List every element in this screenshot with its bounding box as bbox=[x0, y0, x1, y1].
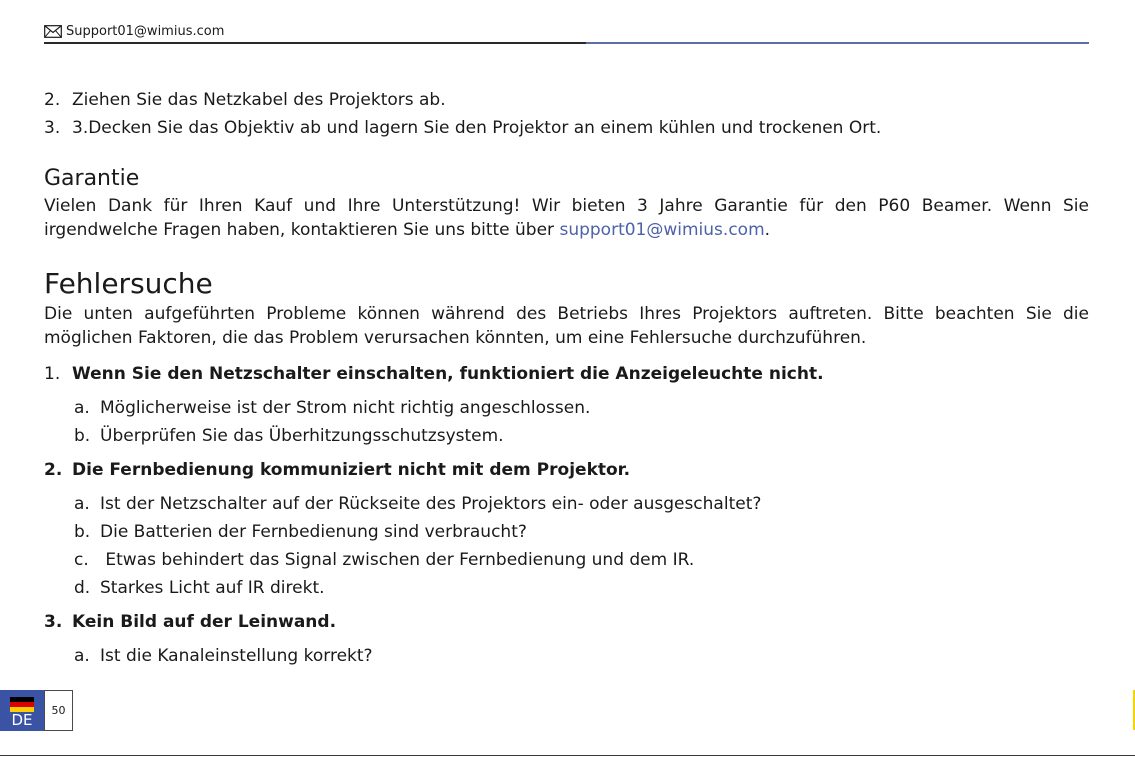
german-flag-icon bbox=[10, 697, 34, 712]
list-item: b. Überprüfen Sie das Überhitzungsschutzsystem. bbox=[74, 426, 504, 446]
language-badge bbox=[0, 690, 44, 731]
list-item: a. Ist der Netzschalter auf der Rückseite des Projektors ein- oder ausgeschaltet? bbox=[74, 494, 762, 514]
problem-title: 2. Die Fernbedienung kommuniziert nicht mit dem Projektor. bbox=[44, 460, 631, 480]
troubleshooting-heading: Fehlersuche bbox=[44, 267, 213, 300]
problem-title: 3. Kein Bild auf der Leinwand. bbox=[44, 612, 337, 632]
problem-title: 1. Wenn Sie den Netzschalter einschalten, funktioniert die Anzeigeleuchte nicht. bbox=[44, 364, 824, 384]
troubleshooting-intro: Die unten aufgeführten Probleme können während des Betriebs Ihres Projektors auftreten. Bitte beachten Sie die möglichen Faktoren, die das Problem verursachen könnten, um eine Fehlersuche durchzuführen. bbox=[44, 304, 1089, 348]
list-item: d. Starkes Licht auf IR direkt. bbox=[74, 578, 325, 598]
envelope-icon bbox=[44, 25, 62, 38]
language-code: DE bbox=[11, 711, 33, 729]
list-item: b. Die Batterien der Fernbedienung sind verbraucht? bbox=[74, 522, 527, 542]
page-header bbox=[44, 24, 224, 39]
warranty-heading: Garantie bbox=[44, 166, 140, 191]
problem-items bbox=[44, 394, 1089, 450]
page-content bbox=[44, 86, 1089, 670]
footer-rule bbox=[0, 755, 1135, 756]
step-item: 3. 3.Decken Sie das Objektiv ab und lagern Sie den Projektor an einem kühlen und trockenen Ort. bbox=[44, 118, 882, 138]
support-email[interactable]: Support01@wimius.com bbox=[66, 24, 225, 39]
list-item: a. Möglicherweise ist der Strom nicht richtig angeschlossen. bbox=[74, 398, 591, 418]
header-rule-blue bbox=[586, 42, 1089, 44]
step-item: 2. Ziehen Sie das Netzkabel des Projektors ab. bbox=[44, 90, 446, 110]
list-item: c. Etwas behindert das Signal zwischen der Fernbedienung und dem IR. bbox=[74, 550, 695, 570]
problem-items bbox=[44, 642, 1089, 670]
warranty-text: Vielen Dank für Ihren Kauf und Ihre Unterstützung! Wir bieten 3 Jahre Garantie für den P60 Beamer. Wenn Sie irgendwelche Fragen haben, kontaktieren Sie uns bitte über support01@wimius.com. bbox=[44, 196, 1089, 240]
problem-items bbox=[44, 490, 1089, 602]
page-number: 50 bbox=[44, 690, 73, 731]
header-rule-dark bbox=[44, 42, 586, 44]
warranty-email-link[interactable]: support01@wimius.com bbox=[559, 220, 765, 240]
list-item: a. Ist die Kanaleinstellung korrekt? bbox=[74, 646, 373, 666]
